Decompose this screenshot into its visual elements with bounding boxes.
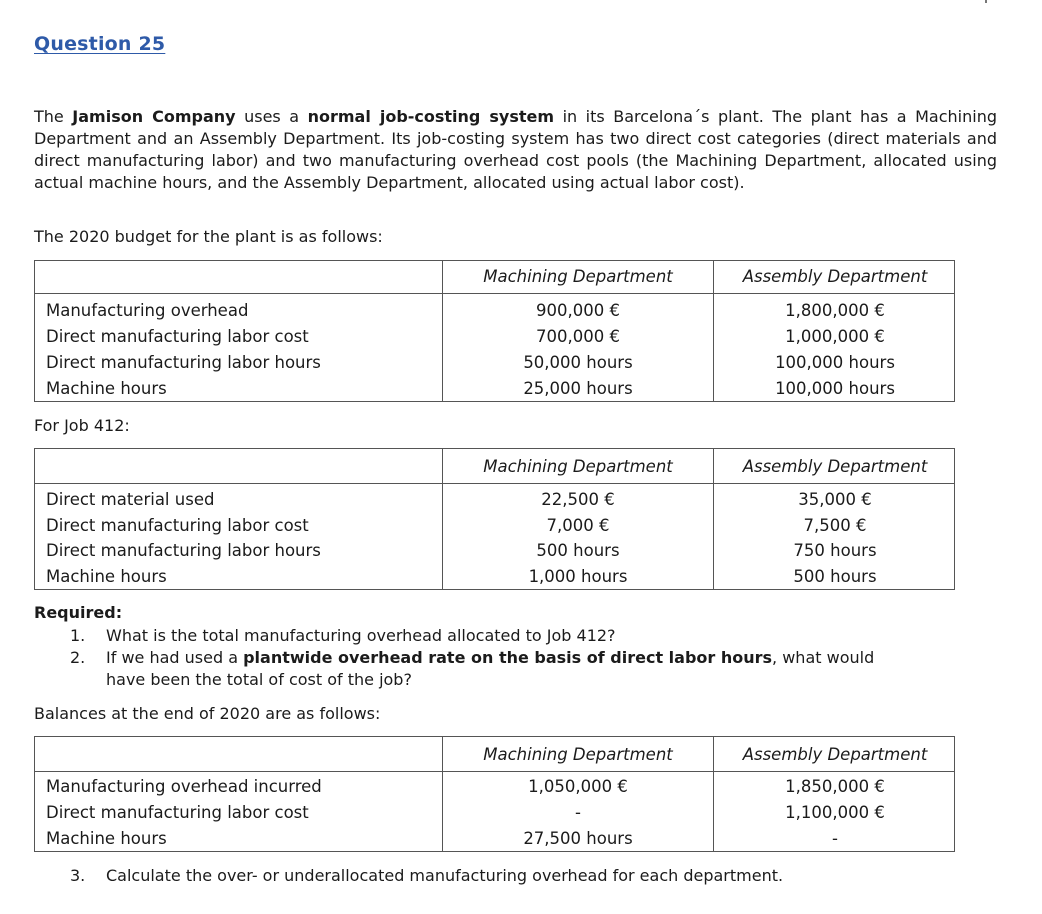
question-title: Question 25: [34, 33, 166, 55]
header-assembly: Assembly Department: [742, 267, 928, 286]
row-label: Machine hours: [46, 567, 167, 586]
assembly-value: 100,000 hours: [775, 379, 895, 398]
item-text: What is the total manufacturing overhead allocated to Job 412?: [106, 626, 616, 645]
row-label: Manufacturing overhead incurred: [46, 777, 322, 796]
item-text-part: , what would: [772, 648, 875, 667]
costing-system: normal job-costing system: [307, 107, 555, 126]
balances-intro: Balances at the end of 2020 are as follows:: [34, 704, 381, 723]
machining-value: 22,500 €: [541, 490, 615, 509]
item-number: 2.: [70, 648, 86, 667]
assembly-value: 500 hours: [793, 567, 877, 586]
assembly-value: 1,100,000 €: [785, 803, 885, 822]
required-heading: Required:: [34, 603, 123, 622]
item-text: [106, 647, 874, 669]
row-label: Direct manufacturing labor cost: [46, 516, 309, 535]
machining-value: 700,000 €: [536, 327, 620, 346]
header-machining: Machining Department: [483, 267, 673, 286]
assembly-value: 750 hours: [793, 541, 877, 560]
item-number: 1.: [70, 626, 86, 645]
machining-value: 500 hours: [536, 541, 620, 560]
row-label: Direct material used: [46, 490, 215, 509]
assembly-value: 1,000,000 €: [785, 327, 885, 346]
table-header-row: [35, 449, 954, 484]
budget-intro: The 2020 budget for the plant is as follows:: [34, 227, 383, 246]
row-label: Direct manufacturing labor cost: [46, 327, 309, 346]
assembly-value: 100,000 hours: [775, 353, 895, 372]
machining-value: 1,000 hours: [528, 567, 628, 586]
row-label: Machine hours: [46, 829, 167, 848]
budget-table: [34, 260, 955, 402]
row-label: Direct manufacturing labor hours: [46, 541, 321, 560]
intro-text-2: uses a: [235, 107, 308, 126]
machining-value: 50,000 hours: [523, 353, 633, 372]
header-assembly: Assembly Department: [742, 457, 928, 476]
table-header-row: [35, 261, 954, 294]
job-table: [34, 448, 955, 590]
item-text-bold: plantwide overhead rate on the basis of direct labor hours: [243, 648, 773, 667]
item-number: 3.: [70, 866, 86, 885]
company-name: Jamison Company: [72, 107, 236, 126]
machining-value: 1,050,000 €: [528, 777, 628, 796]
assembly-value: 1,850,000 €: [785, 777, 885, 796]
balances-table: [34, 736, 955, 852]
item-text-part: If we had used a: [106, 648, 244, 667]
assembly-value: -: [832, 829, 838, 848]
row-label: Manufacturing overhead: [46, 301, 249, 320]
machining-value: 900,000 €: [536, 301, 620, 320]
intro-text-1: The: [34, 107, 73, 126]
machining-value: 25,000 hours: [523, 379, 633, 398]
machining-value: 27,500 hours: [523, 829, 633, 848]
table-header-row: [35, 737, 954, 772]
row-label: Machine hours: [46, 379, 167, 398]
row-label: Direct manufacturing labor cost: [46, 803, 309, 822]
corner-mark: [985, 0, 987, 3]
item-text: Calculate the over- or underallocated manufacturing overhead for each department.: [106, 866, 784, 885]
header-assembly: Assembly Department: [742, 745, 928, 764]
assembly-value: 1,800,000 €: [785, 301, 885, 320]
assembly-value: 7,500 €: [803, 516, 867, 535]
header-machining: Machining Department: [483, 745, 673, 764]
machining-value: 7,000 €: [546, 516, 610, 535]
job-intro: For Job 412:: [34, 416, 130, 435]
row-label: Direct manufacturing labor hours: [46, 353, 321, 372]
assembly-value: 35,000 €: [798, 490, 872, 509]
item-text: have been the total of cost of the job?: [106, 670, 412, 689]
intro-text-3: in its Barcelona´s plant. The plant has a Machining Department and an Assembly Department. Its job-costing system has two direct cost categories (direct materials and direct manufacturing labor) and two manufacturing overhead cost pools (the Machining Department, allocated using actual machine hours, and the Assembly Department, allocated using actual labor cost).: [34, 107, 997, 192]
header-machining: Machining Department: [483, 457, 673, 476]
machining-value: -: [575, 803, 581, 822]
intro-paragraph: [34, 106, 997, 194]
